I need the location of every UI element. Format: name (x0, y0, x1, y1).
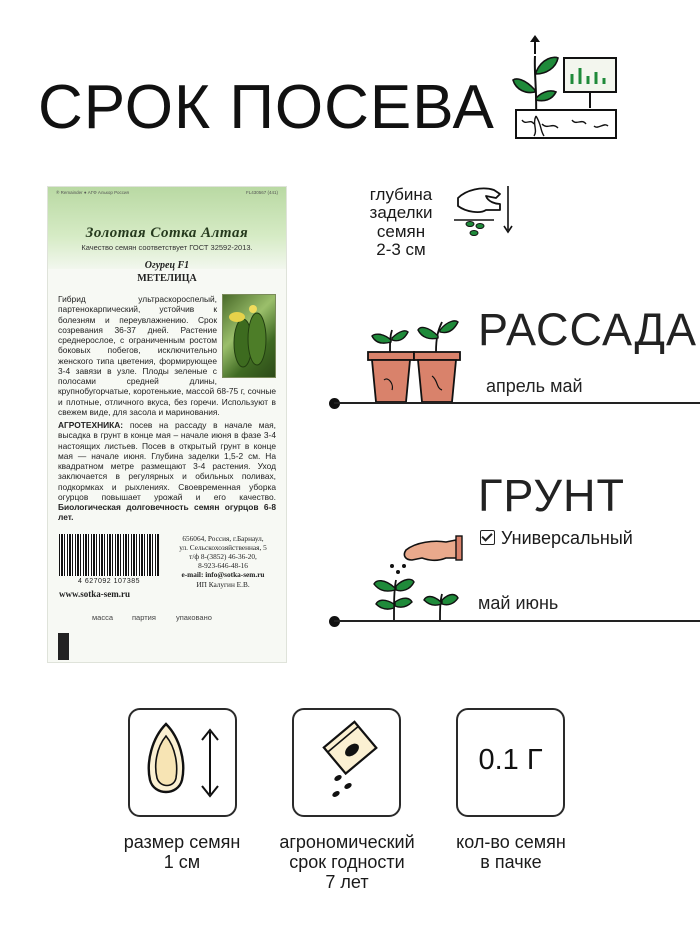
seed-packet-image (48, 187, 286, 662)
address-line: 8-923-646-48-16 (198, 561, 248, 571)
seedling-title: РАССАДА (478, 304, 698, 355)
depth-line-1: глубина (369, 185, 433, 204)
packet-website: www.sotka-sem.ru (59, 589, 130, 599)
packet-stub (58, 633, 69, 660)
seedling-growth-icon (512, 34, 622, 144)
packet-variety-name: МЕТЕЛИЦА (137, 273, 197, 284)
packet-agrotech-label: АГРОТЕХНИКА: (58, 420, 124, 430)
packet-variety: Огурец F1 (144, 260, 190, 271)
cucumber-icon (223, 295, 275, 377)
address-line: e-mail: info@sotka-sem.ru (181, 570, 265, 580)
page-title: СРОК ПОСЕВА (38, 73, 495, 142)
packet-agrotech-bold: Биологическая долговечность семян огурцов 6-8 лет. (58, 502, 276, 523)
seedling-timeline (334, 402, 700, 404)
seedling-months: апрель май (486, 376, 583, 396)
seed-size-caption (96, 832, 268, 872)
hand-seed-depth-icon (452, 180, 518, 246)
address-line: 656064, Россия, г.Барнаул, (182, 534, 264, 543)
seed-packet-icon (294, 710, 399, 815)
shelf-life-card (292, 708, 401, 817)
ground-timeline (334, 620, 700, 622)
caption-line: в пачке (480, 852, 542, 873)
depth-line-3: семян (376, 221, 426, 241)
ground-months: май июнь (478, 593, 559, 613)
seedling-pots-icon (366, 318, 462, 408)
barcode-number: 4 627092 107385 (78, 578, 140, 585)
seed-size-card (128, 708, 237, 817)
soil-type-row (480, 528, 633, 549)
address-line: ИП Калугин Е.В. (196, 579, 250, 589)
packet-brand: Золотая Сотка Алтая (85, 225, 249, 241)
seed-weight-card (456, 708, 565, 817)
caption-line: 7 лет (325, 872, 369, 893)
depth-line-2: заделки (369, 203, 433, 223)
seed-size-icon (130, 710, 235, 815)
packet-description-text: Гибрид ультраскороспелый, партенокарпический, устойчив к болезням и переувлажнению. Срок созревания 36-37 дней. Растение среднерослое, с ограниченным ростом боковых побегов, исключительно женского типа цветения, формирующее 3-4 завязи в узле. Плоды зеленые с полосами средней длины, крупнобугорчатые, коротенькие, массой 68-75 г, сочные и плотные, отличного вкуса, без горечи. Используют в свежем виде, для засола и маринования. (58, 294, 276, 417)
caption-line: кол-во семян (456, 832, 566, 852)
packet-agrotech (58, 420, 276, 523)
caption-line: 1 см (163, 852, 201, 873)
caption-line: агрономический (279, 832, 415, 852)
soil-type-label: Универсальный (501, 528, 633, 548)
address-line: т/ф 8-(3852) 46-36-20, (189, 552, 257, 562)
seed-weight-caption (430, 832, 592, 872)
packet-gost: Качество семян соответствует ГОСТ 32592-2013. (81, 243, 253, 252)
field-pack: упаковано (176, 613, 212, 622)
field-mass: масса (92, 613, 113, 622)
check-icon (480, 530, 495, 545)
packet-top-left-text: ® Remainder ● АГФ Алькор Россия (56, 190, 129, 195)
packet-address (164, 534, 282, 589)
sowing-depth-text (360, 186, 442, 259)
barcode (59, 534, 159, 576)
packet-top-right-text: FL430567 (441) (245, 190, 278, 195)
cucumber-photo (222, 294, 276, 378)
field-batch: партия (132, 613, 156, 622)
depth-line-4: 2-3 см (376, 240, 426, 260)
seed-weight-value: 0.1 Г (478, 744, 543, 776)
address-line: ул. Сельскохозяйственная, 5 (179, 543, 267, 553)
packet-agrotech-text: посев на рассаду в начале мая, высадка в грунт в конце мая – начале июня в фазе 3-4 настоящих листьев. Посев в открытый грунт в конце мая — начале июня. Глубина заделки 1,5-2 см. На квадратном метре размещают 3-4 растения. Уход заключается в регулярных и обильных поливах, подкормках и рыхлениях. Своевременная уборка огурцов повышает урожай и его качество. (58, 420, 276, 502)
caption-line: срок годности (289, 852, 405, 873)
caption-line: размер семян (123, 832, 241, 852)
packet-description (58, 294, 276, 417)
hand-watering-plants-icon (372, 532, 464, 622)
ground-title: ГРУНТ (478, 470, 625, 521)
shelf-life-caption (258, 832, 436, 892)
